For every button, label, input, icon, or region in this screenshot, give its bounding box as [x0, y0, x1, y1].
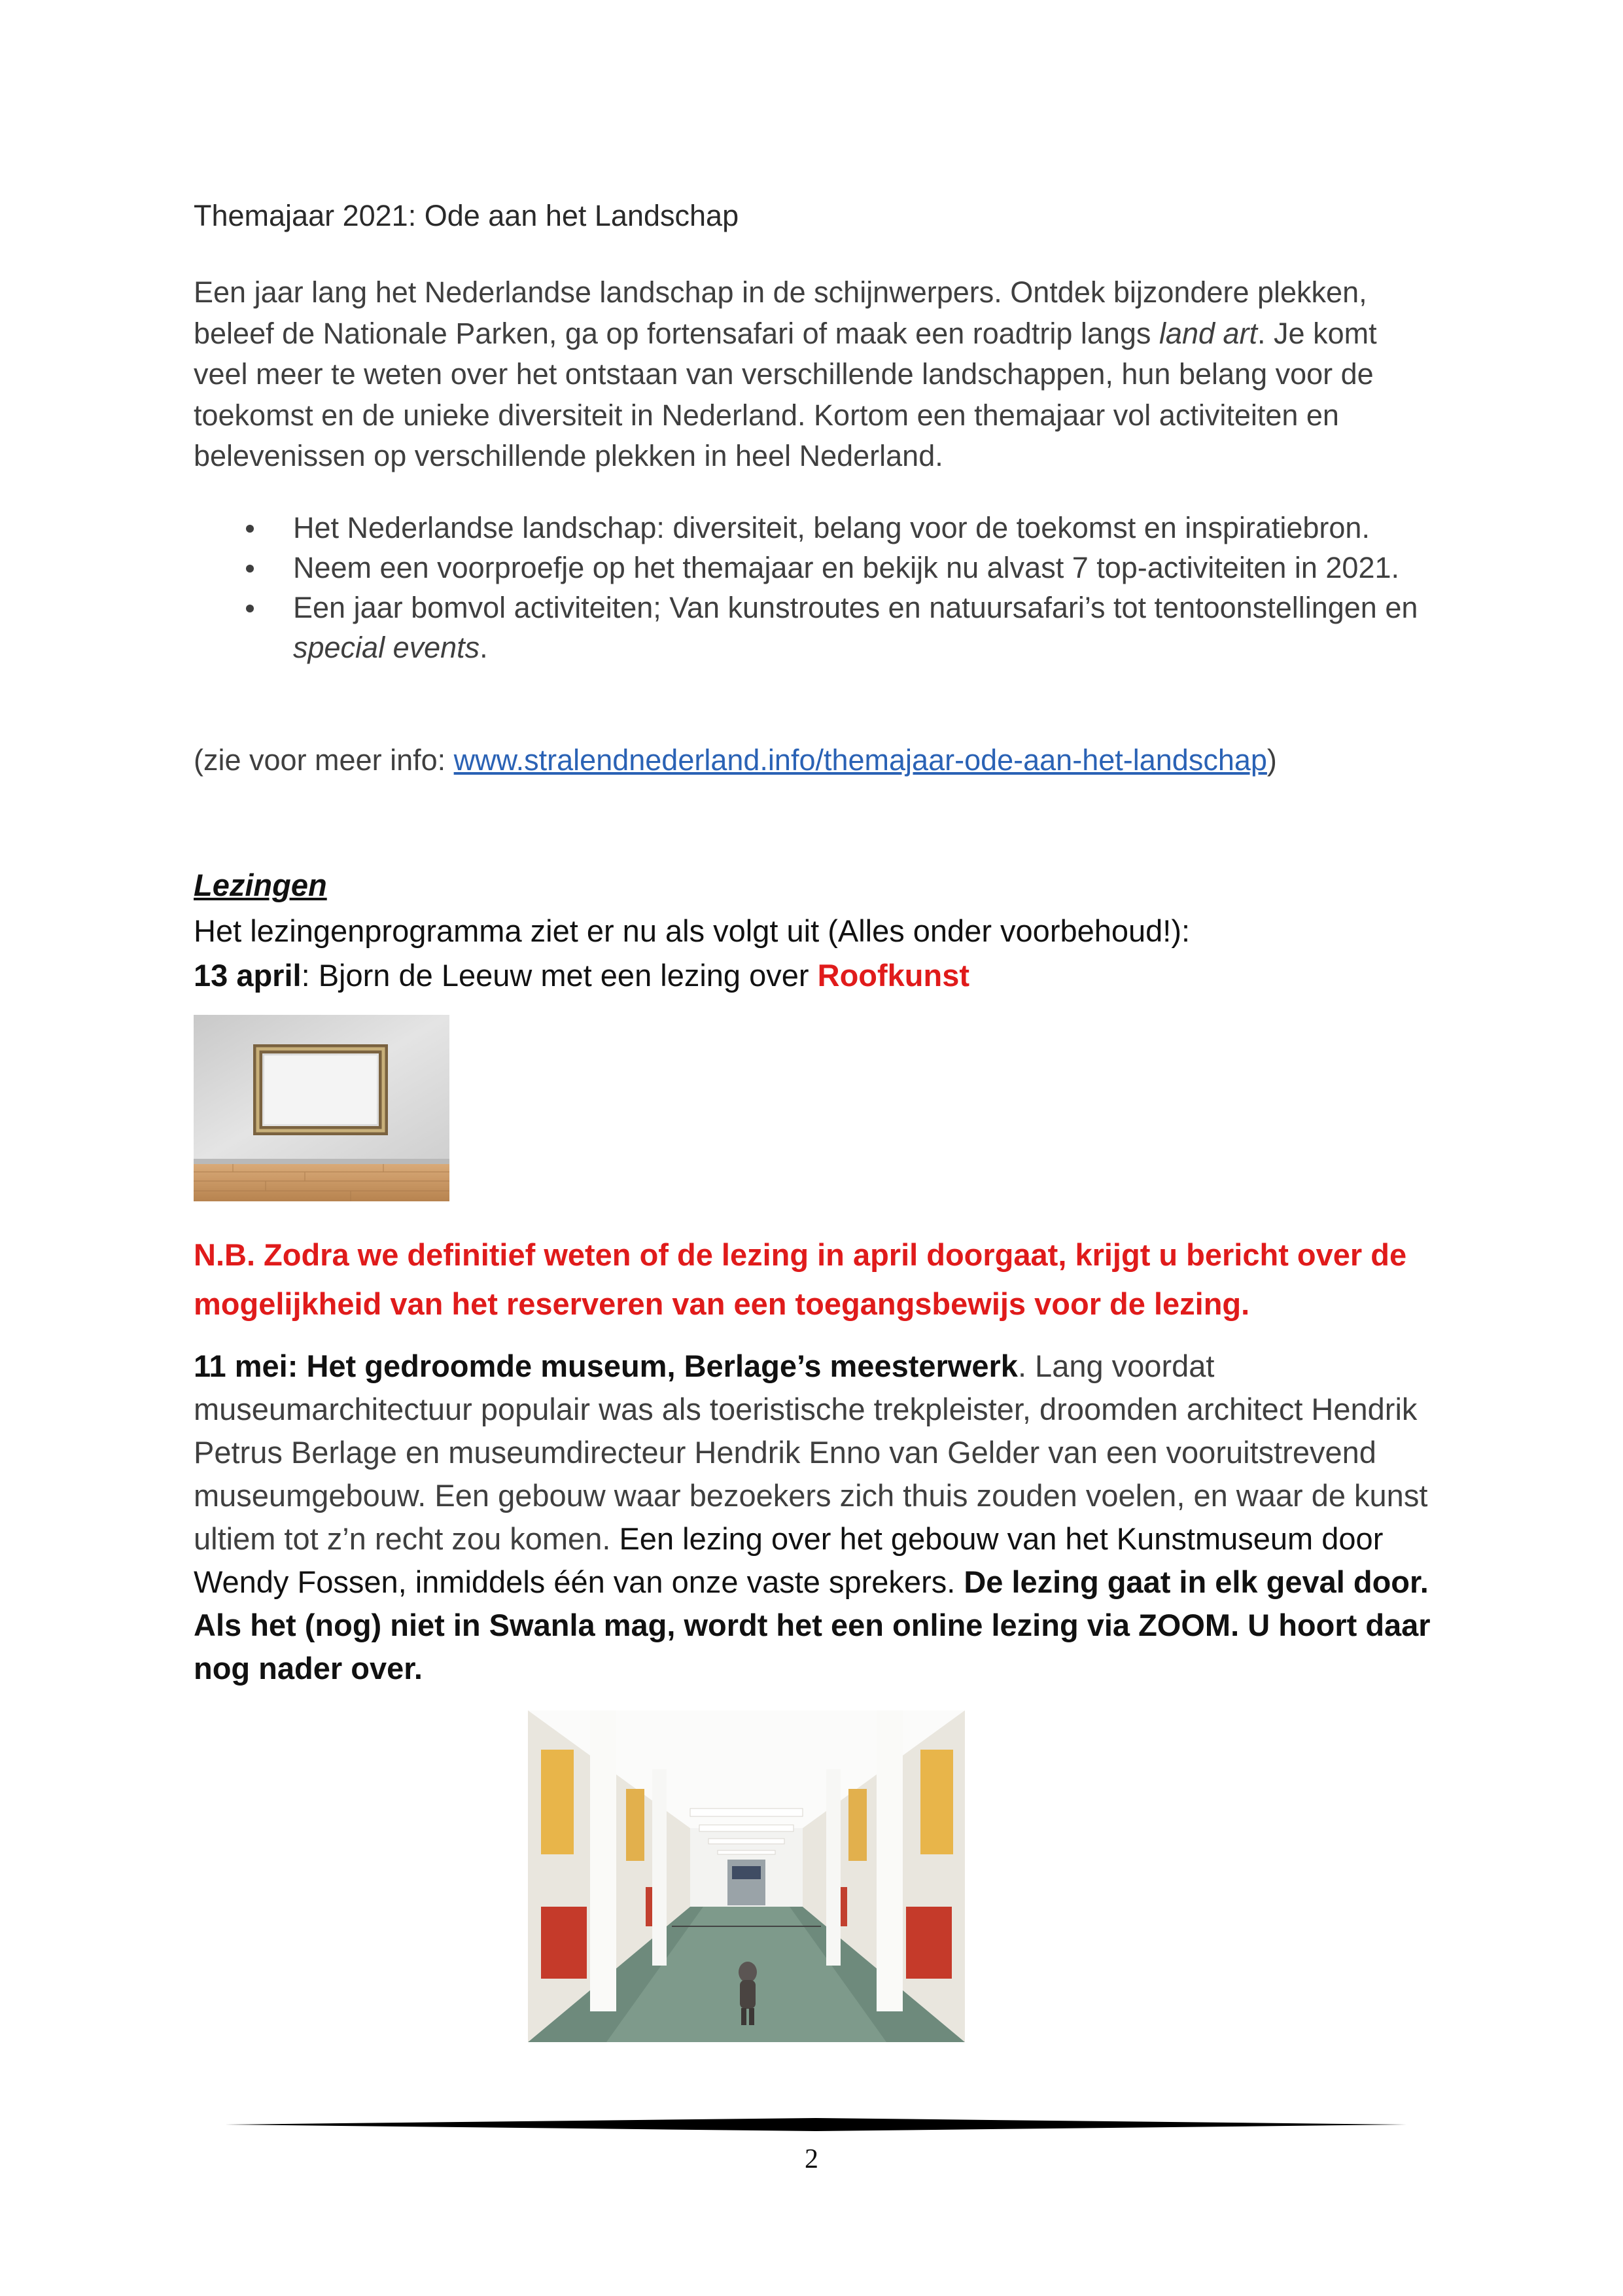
bullet-icon: [246, 525, 254, 533]
more-info-suffix: ): [1266, 743, 1277, 777]
intro-paragraph: [194, 272, 1437, 477]
list-item-after: .: [480, 631, 488, 664]
april-text: : Bjorn de Leeuw met een lezing over: [301, 958, 818, 993]
list-item: [194, 508, 1469, 548]
bullet-icon: [246, 605, 254, 612]
list-item-text: Neem een voorproefje op het themajaar en bekijk nu alvast 7 top-activiteiten in 2021.: [293, 551, 1400, 584]
april-topic: Roofkunst: [817, 958, 969, 993]
list-item-text: Een jaar bomvol activiteiten; Van kunstroutes en natuursafari’s tot tentoonstellingen en: [293, 591, 1418, 624]
reservation-notice: N.B. Zodra we definitief weten of de lezing in april doorgaat, krijgt u bericht over de mogelijkheid van het reserveren van een toegangsbewijs voor de lezing.: [194, 1237, 1407, 1321]
intro-text-after: . Je komt veel meer te weten over het ontstaan van verschillende landschappen, hun belang voor de toekomst en de unieke diversiteit in Nederland. Kortom een themajaar vol activiteiten en belevenissen op verschillende plekken in heel Nederland.: [194, 316, 1377, 472]
may-lecture-heading: 11 mei: Het gedroomde museum, Berlage’s meesterwerk: [194, 1349, 1018, 1383]
footer-divider: [225, 2115, 1406, 2134]
april-date: 13 april: [194, 958, 302, 993]
may-lecture-speaker: Een lezing over het gebouw van het Kunstmuseum door Wendy Fossen, inmiddels één van onze vaste sprekers.: [194, 1521, 1384, 1599]
list-item: [194, 548, 1469, 588]
more-info-link[interactable]: www.stralendnederland.info/themajaar-ode-aan-het-landschap: [453, 743, 1267, 777]
intro-text-before: Een jaar lang het Nederlandse landschap in de schijnwerpers. Ontdek bijzondere plekken, beleef de Nationale Parken, ga op fortensafari of maak een roadtrip langs: [194, 275, 1367, 350]
may-lecture-paragraph: [194, 1345, 1437, 1690]
page-title: Themajaar 2021: Ode aan het Landschap: [194, 199, 739, 232]
page-number: 2: [805, 2144, 818, 2174]
may-lecture-text: . Lang voordat museumarchitectuur populair was als toeristische trekpleister, droomden architect Hendrik Petrus Berlage en museumdirecteur Hendrik Enno van Gelder van een vooruitstrevend museumgebouw. Een gebouw waar bezoekers zich thuis zouden voelen, en waar de kunst ultiem tot z’n recht zou komen.: [194, 1349, 1428, 1556]
more-info-line: [194, 740, 1277, 781]
intro-italic: land art: [1159, 316, 1258, 350]
program-intro: Het lezingenprogramma ziet er nu als volgt uit (Alles onder voorbehoud!):: [194, 913, 1191, 948]
april-lecture: [194, 953, 1190, 998]
list-item-italic: special events: [293, 631, 480, 664]
empty-frame-image: [194, 1015, 449, 1201]
program-block: [194, 909, 1190, 998]
bullet-icon: [246, 565, 254, 573]
may-lecture-note: De lezing gaat in elk geval door. Als het (nog) niet in Swanla mag, wordt het een online lezing via ZOOM. U hoort daar nog nader over.: [194, 1564, 1431, 1686]
list-item-text: Het Nederlandse landschap: diversiteit, belang voor de toekomst en inspiratiebron.: [293, 511, 1370, 544]
list-item: [194, 588, 1469, 667]
bullet-list: [194, 508, 1469, 667]
more-info-prefix: (zie voor meer info:: [194, 743, 454, 777]
museum-hall-image: [528, 1710, 965, 2042]
section-heading-lezingen: Lezingen: [194, 868, 327, 902]
